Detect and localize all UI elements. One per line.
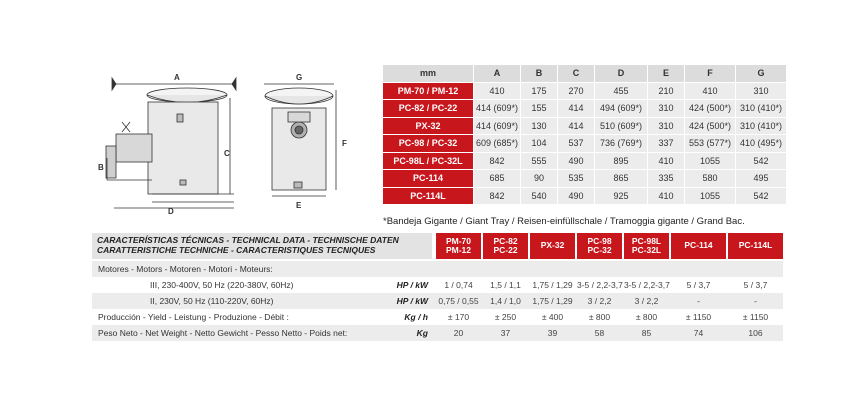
model-name: PC-98 / PC-32: [383, 135, 473, 153]
dimension-value: 90: [521, 170, 557, 188]
dimension-value: 410 (495*): [736, 135, 786, 153]
dimension-value: 495: [736, 170, 786, 188]
dimensions-row: [383, 170, 786, 188]
dimension-value: 537: [558, 135, 594, 153]
dimensions-header-row: [383, 65, 786, 82]
tech-value: 85: [641, 328, 652, 338]
tech-value: 3-5 / 2,2-3,7: [624, 280, 670, 290]
tech-row: [92, 277, 783, 293]
dimension-value: 609 (685*): [474, 135, 520, 153]
dimension-value: 1055: [685, 187, 735, 205]
dimension-value: 414 (609*): [474, 100, 520, 118]
dimension-value: 414: [558, 100, 594, 118]
dimensions-header-cell: C: [558, 65, 594, 82]
dimensions-table: [383, 65, 786, 205]
tech-row-label: Producción - Yield - Leistung - Produzione - Débit :: [98, 312, 289, 322]
dim-label-b: B: [98, 163, 104, 172]
dimension-value: 842: [474, 152, 520, 170]
dimension-value: 555: [521, 152, 557, 170]
giant-tray-footnote: *Bandeja Gigante / Giant Tray / Reisen-einfüllschale / Tramoggia gigante / Grand Bac.: [383, 216, 745, 227]
dimensions-header-cell: D: [595, 65, 647, 82]
dimension-value: 542: [736, 152, 786, 170]
dimension-value: 494 (609*): [595, 100, 647, 118]
tech-value: 0,75 / 0,55: [438, 296, 479, 306]
tech-model-header: PC-114: [671, 233, 726, 259]
dimension-value: 310: [736, 82, 786, 100]
dim-label-d: D: [168, 207, 174, 216]
dimension-value: 414: [558, 117, 594, 135]
tech-row-label: Motores - Motors - Motoren - Motori - Moteurs:: [98, 264, 273, 274]
dim-label-a: A: [174, 73, 180, 82]
tech-value: 58: [594, 328, 605, 338]
dimension-value: 736 (769*): [595, 135, 647, 153]
dimensions-header-cell: B: [521, 65, 557, 82]
title-line: CARATTERISTICHE TECHNICHE - CARACTERISTIQUES TECNIQUES: [97, 244, 376, 255]
tech-value: 37: [500, 328, 511, 338]
tech-row-label: III, 230-400V, 50 Hz (220-380V, 60Hz): [150, 280, 294, 290]
dimensions-header-cell: A: [474, 65, 520, 82]
tech-value: ± 800: [635, 312, 658, 322]
tech-value: 20: [453, 328, 464, 338]
dimension-value: 210: [648, 82, 684, 100]
dimension-value: 490: [558, 187, 594, 205]
dimensions-header-cell: F: [685, 65, 735, 82]
dimension-value: 155: [521, 100, 557, 118]
dimension-value: 104: [521, 135, 557, 153]
tech-value: 3 / 2,2: [634, 296, 659, 306]
front-view-drawing: [106, 78, 236, 208]
dimensions-row: [383, 152, 786, 170]
model-name: PC-82 / PC-22: [383, 100, 473, 118]
tech-row: [92, 293, 783, 309]
tech-value: ± 250: [494, 312, 517, 322]
model-name: PC-98L / PC-32L: [383, 152, 473, 170]
tech-row: [92, 325, 783, 341]
tech-row-unit: Kg: [416, 328, 428, 338]
dimension-value: 455: [595, 82, 647, 100]
dimension-value: 540: [521, 187, 557, 205]
tech-value: 1,75 / 1,29: [532, 296, 573, 306]
model-name: PX-32: [383, 117, 473, 135]
dimension-value: 310: [648, 117, 684, 135]
tech-row-motors: [92, 261, 783, 277]
tech-value: -: [754, 296, 757, 306]
title-line: CARACTERÍSTICAS TÉCNICAS - TECHNICAL DATA - TECHNISCHE DATEN: [97, 235, 399, 245]
dim-label-c: C: [224, 149, 230, 158]
machine-drawings: [92, 62, 382, 227]
dimension-value: 310 (410*): [736, 100, 786, 118]
tech-value: 1,75 / 1,29: [532, 280, 573, 290]
tech-row-unit: HP / kW: [396, 280, 428, 290]
dimensions-row: [383, 117, 786, 135]
dimension-value: 175: [521, 82, 557, 100]
dimension-value: 490: [558, 152, 594, 170]
tech-row-unit: HP / kW: [396, 296, 428, 306]
dimension-value: 270: [558, 82, 594, 100]
dimension-value: 542: [736, 187, 786, 205]
dimension-value: 335: [648, 170, 684, 188]
tech-model-header: PC-98 PC-32: [577, 233, 622, 259]
dimensions-row: [383, 135, 786, 153]
dimension-value: 925: [595, 187, 647, 205]
dimension-value: 410: [648, 187, 684, 205]
dimension-value: 580: [685, 170, 735, 188]
dimensions-row: [383, 100, 786, 118]
dimensions-row: [383, 187, 786, 205]
dimension-value: 424 (500*): [685, 117, 735, 135]
tech-value: 5 / 3,7: [686, 280, 711, 290]
tech-value: ± 400: [541, 312, 564, 322]
tech-value: ± 800: [588, 312, 611, 322]
dim-label-g: G: [296, 73, 303, 82]
tech-value: 1,5 / 1,1: [490, 280, 521, 290]
tech-value: 74: [693, 328, 704, 338]
dimensions-header-cell: E: [648, 65, 684, 82]
tech-value: 39: [547, 328, 558, 338]
dimension-value: 130: [521, 117, 557, 135]
dim-label-e: E: [296, 201, 302, 210]
tech-model-header: PC-114L: [728, 233, 783, 259]
tech-model-header: PX-32: [530, 233, 575, 259]
tech-row-unit: Kg / h: [404, 312, 428, 322]
tech-value: 106: [748, 328, 763, 338]
dimension-value: 510 (609*): [595, 117, 647, 135]
dimension-value: 553 (577*): [685, 135, 735, 153]
tech-row: [92, 309, 783, 325]
tech-value: 3 / 2,2: [587, 296, 612, 306]
dimension-value: 310: [648, 100, 684, 118]
model-name: PC-114L: [383, 187, 473, 205]
dimension-value: 895: [595, 152, 647, 170]
dimension-value: 410: [474, 82, 520, 100]
dim-label-f: F: [342, 139, 347, 148]
dimensions-header-cell: mm: [383, 65, 473, 82]
side-view-drawing: [264, 84, 336, 196]
dimension-value: 424 (500*): [685, 100, 735, 118]
technical-data-title: [92, 233, 432, 259]
tech-value: -: [697, 296, 700, 306]
tech-model-header: PC-82 PC-22: [483, 233, 528, 259]
model-name: PM-70 / PM-12: [383, 82, 473, 100]
tech-row-label: Peso Neto - Net Weight - Netto Gewicht - Pesso Netto - Poids net:: [98, 328, 348, 338]
dimension-value: 310 (410*): [736, 117, 786, 135]
tech-value: 5 / 3,7: [743, 280, 768, 290]
dimension-value: 414 (609*): [474, 117, 520, 135]
dimension-value: 337: [648, 135, 684, 153]
model-name: PC-114: [383, 170, 473, 188]
dimension-value: 685: [474, 170, 520, 188]
tech-value: ± 170: [447, 312, 470, 322]
dimension-value: 410: [685, 82, 735, 100]
tech-value: 1 / 0,74: [444, 280, 473, 290]
dimensions-header-cell: G: [736, 65, 786, 82]
tech-model-header: PM-70 PM-12: [436, 233, 481, 259]
tech-value: ± 1150: [742, 312, 769, 322]
dimension-value: 1055: [685, 152, 735, 170]
tech-value: ± 1150: [685, 312, 712, 322]
dimension-value: 535: [558, 170, 594, 188]
dimension-value: 410: [648, 152, 684, 170]
tech-row-label: II, 230V, 50 Hz (110-220V, 60Hz): [150, 296, 274, 306]
tech-value: 1,4 / 1,0: [490, 296, 521, 306]
tech-value: 3-5 / 2,2-3,7: [577, 280, 623, 290]
dimensions-row: [383, 82, 786, 100]
tech-model-header: PC-98L PC-32L: [624, 233, 669, 259]
dimension-value: 865: [595, 170, 647, 188]
dimension-value: 842: [474, 187, 520, 205]
